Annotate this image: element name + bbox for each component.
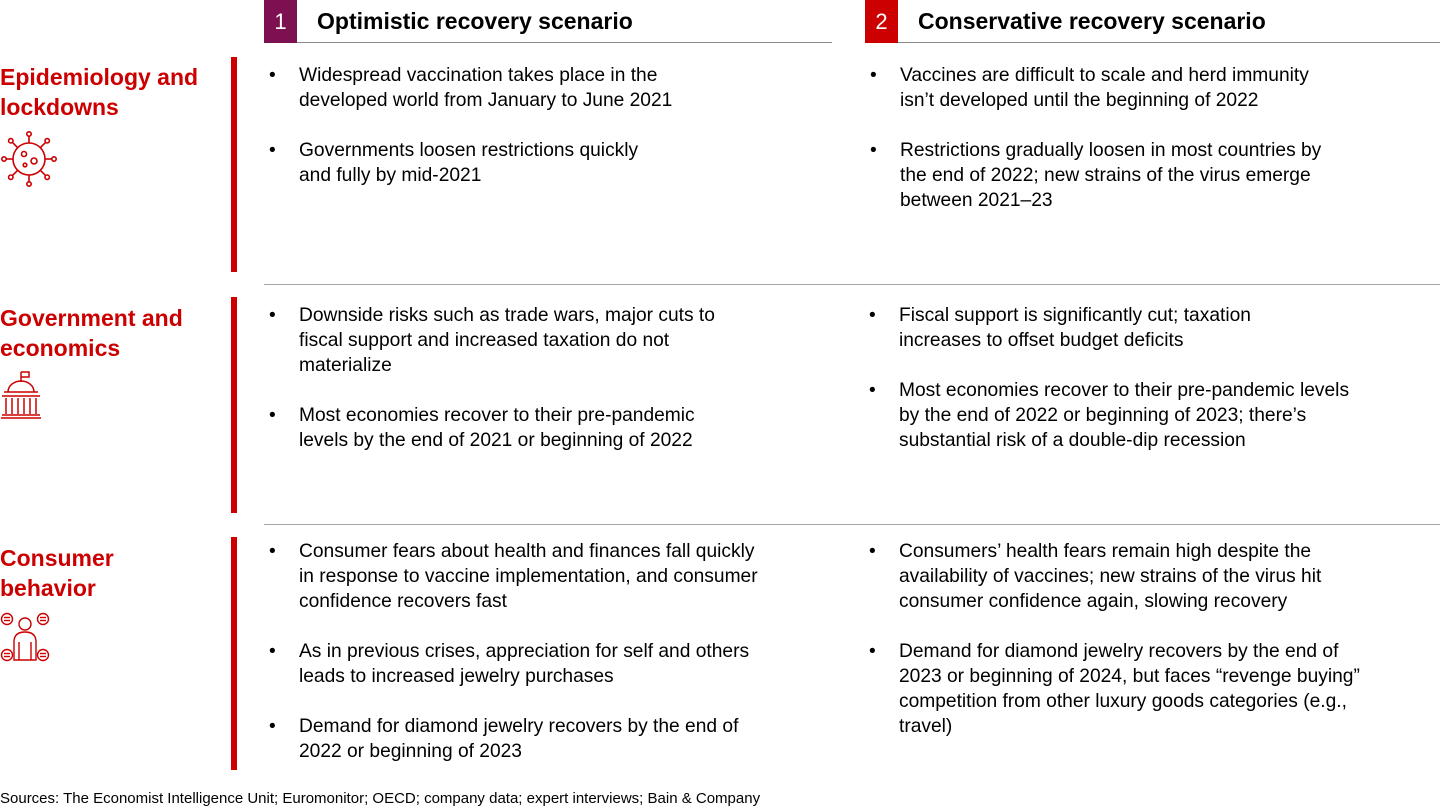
list-item: • Demand for diamond jewelry recovers by the end of 2023 or beginning of 2024, but faces “revenge buying” competition from other luxury goods categories (e.g., travel)	[864, 639, 1364, 739]
scenario-number-badge: 1	[264, 0, 297, 43]
list-item: • Most economies recover to their pre-pandemic levels by the end of 2021 or beginning of 2022	[264, 403, 744, 453]
list-item: • Governments loosen restrictions quickly and fully by mid-2021	[264, 138, 744, 188]
list-item: • Demand for diamond jewelry recovers by the end of 2022 or beginning of 2023	[264, 714, 764, 764]
row-label-epidemiology: Epidemiology and lockdowns	[0, 64, 199, 120]
list-item: • Vaccines are difficult to scale and herd immunity isn’t developed until the beginning of 2022	[865, 63, 1345, 113]
list-item: • Widespread vaccination takes place in the developed world from January to June 2021	[264, 63, 744, 113]
row-label-government: Government and economics	[0, 305, 183, 361]
list-item: • As in previous crises, appreciation for self and others leads to increased jewelry purchases	[264, 639, 764, 689]
conservative-government-list	[864, 303, 1364, 478]
row-separator	[264, 284, 1440, 285]
row-divider-bar	[231, 297, 237, 513]
optimistic-consumer-list	[264, 539, 764, 789]
row-divider-bar	[231, 537, 237, 770]
conservative-epidemiology-list	[865, 63, 1345, 238]
consumer-group-icon	[0, 612, 50, 662]
scenario-header-optimistic	[264, 0, 832, 43]
government-building-icon	[0, 370, 42, 420]
scenario-title: Conservative recovery scenario	[918, 7, 1266, 34]
list-item: • Downside risks such as trade wars, major cuts to fiscal support and increased taxation do not materialize	[264, 303, 744, 378]
list-item: • Fiscal support is significantly cut; taxation increases to offset budget deficits	[864, 303, 1364, 353]
optimistic-government-list	[264, 303, 744, 478]
list-item: • Most economies recover to their pre-pandemic levels by the end of 2022 or beginning of 2023; there’s substantial risk of a double-dip recession	[864, 378, 1364, 453]
conservative-consumer-list	[864, 539, 1364, 764]
row-separator	[264, 524, 1440, 525]
source-note: Sources: The Economist Intelligence Unit; Euromonitor; OECD; company data; expert interviews; Bain & Company	[0, 790, 761, 807]
row-divider-bar	[231, 57, 237, 272]
list-item: • Restrictions gradually loosen in most countries by the end of 2022; new strains of the virus emerge between 2021–23	[865, 138, 1345, 213]
scenario-number-badge: 2	[865, 0, 898, 43]
list-item: • Consumer fears about health and finances fall quickly in response to vaccine implementation, and consumer confidence recovers fast	[264, 539, 764, 614]
scenario-title: Optimistic recovery scenario	[317, 7, 633, 34]
list-item: • Consumers’ health fears remain high despite the availability of vaccines; new strains of the virus hit consumer confidence again, slowing recovery	[864, 539, 1364, 614]
optimistic-epidemiology-list	[264, 63, 744, 213]
scenario-header-conservative	[865, 0, 1440, 43]
virus-icon	[0, 130, 58, 188]
row-label-consumer: Consumer behavior	[0, 545, 114, 601]
